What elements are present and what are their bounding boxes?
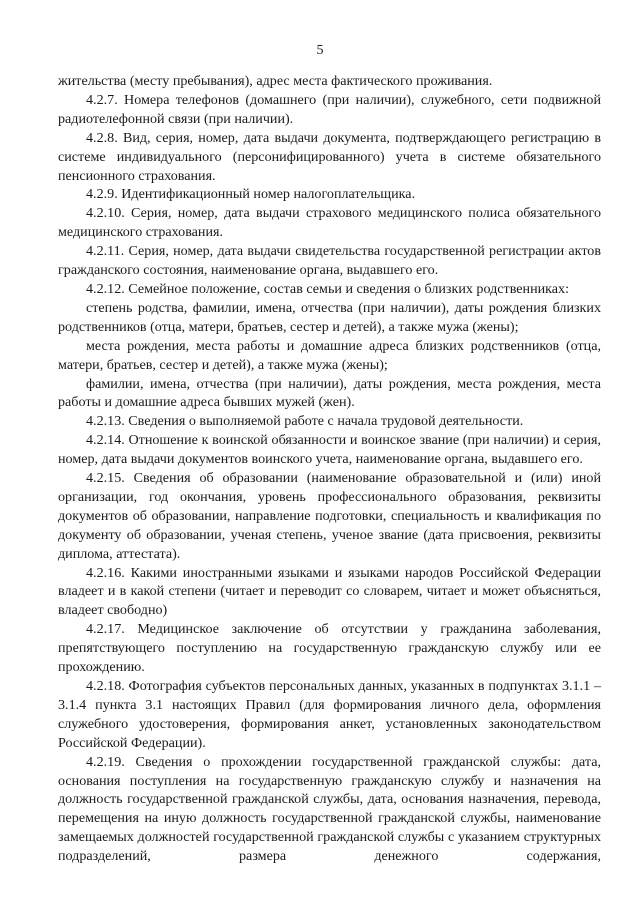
paragraph-4-2-12: 4.2.12. Семейное положение, состав семьи и сведения о близких родственниках: (86, 280, 570, 297)
paragraph-4-2-18: 4.2.18. Фотография субъектов персональных данных, указанных в подпунктах 3.1.1 – 3.1.4 пункта 3.1 настоящих Правил (для формирования личного дела, оформления служебного удостоверения, формирования анкет, установленных законодательством Российской Федерации). (58, 678, 601, 751)
paragraph-4-2-19: 4.2.19. Сведения о прохождении государственной гражданской службы: дата, основания поступления на государственную гражданскую службу и назначения на должность государственной гражданской службы, дата, основания назначения, перевода, перемещения на иную должность государственной гражданской службы, наименование замещаемых должностей государственной гражданской службы с указанием структурных подразделений, размера денежного содержания, (58, 753, 601, 865)
paragraph-4-2-13: 4.2.13. Сведения о выполняемой работе с начала трудовой деятельности. (86, 413, 524, 430)
paragraph-4-2-10: 4.2.10. Серия, номер, дата выдачи страхового медицинского полиса обязательного медицинского страхования. (58, 205, 601, 241)
paragraph-4-2-17: 4.2.17. Медицинское заключение об отсутствии у гражданина заболевания, препятствующего поступлению на государственную гражданскую службу или ее прохождению. (58, 621, 601, 676)
paragraph-4-2-8: 4.2.8. Вид, серия, номер, дата выдачи документа, подтверждающего регистрацию в системе индивидуального (персонифицированного) учета в системе обязательного пенсионного страхования. (58, 129, 601, 184)
paragraph-former-spouses: фамилии, имена, отчества (при наличии), даты рождения, места рождения, места работы и домашние адреса бывших мужей (жен). (58, 375, 601, 411)
paragraph-4-2-14: 4.2.14. Отношение к воинской обязанности и воинское звание (при наличии) и серия, номер, дата выдачи документов воинского учета, наименование органа, выдавшего его. (58, 432, 601, 468)
paragraph-4-2-15: 4.2.15. Сведения об образовании (наименование образовательной и (или) иной организации, год окончания, уровень профессионального образования, реквизиты документов об образовании, направление подготовки, специальность и квалификация по документу об образовании, ученая степень, ученое звание (дата присвоения, реквизиты диплома, аттестата). (58, 470, 601, 562)
document-body (58, 72, 601, 866)
paragraph-4-2-11: 4.2.11. Серия, номер, дата выдачи свидетельства государственной регистрации актов гражданского состояния, наименование органа, выдавшего его. (58, 243, 601, 279)
paragraph-relatives-addresses: места рождения, места работы и домашние адреса близких родственников (отца, матери, братьев, сестер и детей), а также мужа (жены); (58, 337, 601, 373)
paragraph-4-2-16: 4.2.16. Какими иностранными языками и языками народов Российской Федерации владеет и в какой степени (читает и переводит со словарем, читает и может объясняться, владеет свободно) (58, 564, 601, 619)
paragraph-4-2-7: 4.2.7. Номера телефонов (домашнего (при наличии), служебного, сети подвижной радиотелефонной связи (при наличии). (58, 91, 601, 127)
paragraph-relatives-kinship: степень родства, фамилии, имена, отчества (при наличии), даты рождения близких родственников (отца, матери, братьев, сестер и детей), а также мужа (жены); (58, 299, 601, 335)
paragraph-continuation: жительства (месту пребывания), адрес места фактического проживания. (58, 73, 493, 89)
page-number: 5 (316, 43, 324, 58)
paragraph-4-2-9: 4.2.9. Идентификационный номер налогоплательщика. (86, 186, 416, 203)
